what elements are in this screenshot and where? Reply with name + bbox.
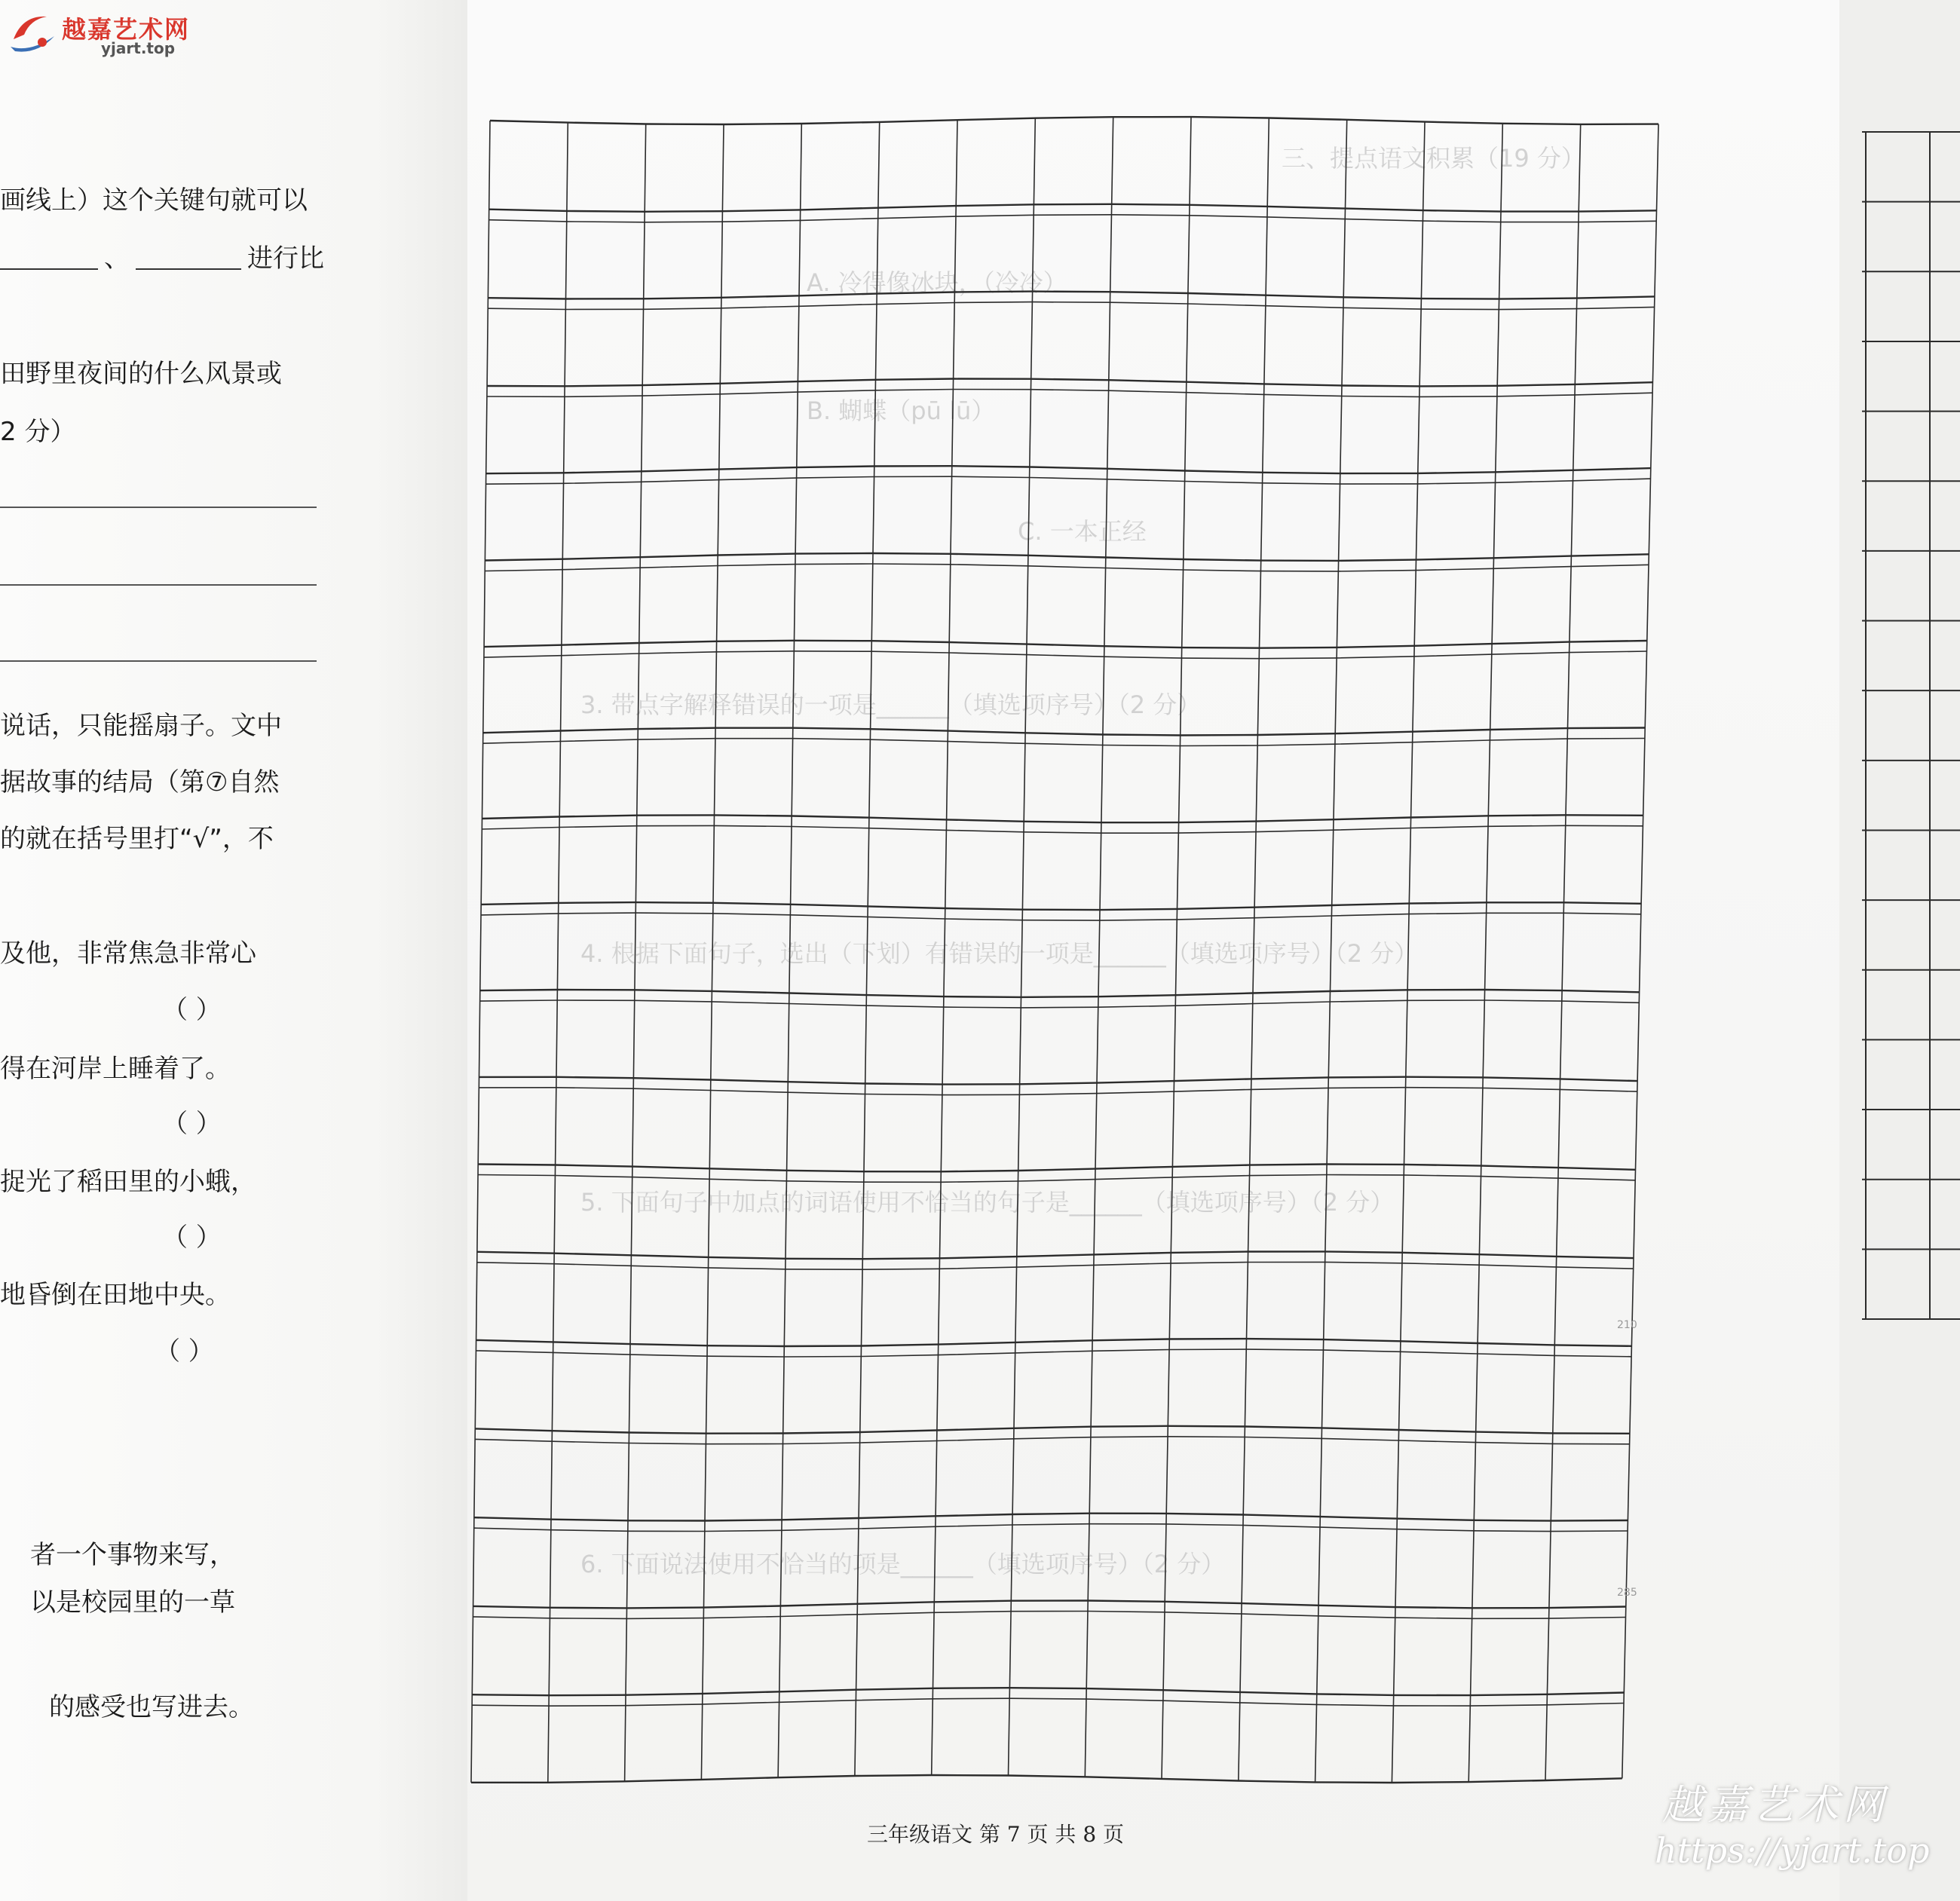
left-text-line: 田野里夜间的什么风景或 (0, 359, 282, 389)
logo-title: 越嘉艺术网 (62, 15, 191, 44)
separator: 、 (104, 243, 130, 274)
grid-row-line (478, 1165, 1635, 1172)
left-text-line: 说话，只能摇扇子。文中 (0, 711, 282, 741)
left-text-line: 据故事的结局（第⑦自然 (0, 767, 280, 797)
grid-row-gap-line (480, 1000, 1640, 1008)
grid-row-line (471, 1775, 1622, 1783)
grid-row-line (482, 815, 1643, 822)
left-text-line: 的感受也写进去。 (49, 1692, 254, 1722)
grid-row-line (474, 1514, 1628, 1521)
grid-row-line (477, 1251, 1634, 1259)
grid-row-line (490, 117, 1658, 124)
left-text-line: 以是校园里的一草 (30, 1587, 235, 1618)
grid-row-gap-line (474, 1524, 1628, 1532)
watermark-title: 越嘉艺术网 (1662, 1781, 1888, 1829)
grid-row-line (475, 1426, 1630, 1434)
grid-row-line (487, 379, 1652, 387)
answer-paren[interactable]: （ ） (162, 1109, 222, 1139)
grid-column-line (1162, 117, 1191, 1779)
grid-column-line (1545, 124, 1581, 1780)
left-text-line: 地昏倒在田地中央。 (0, 1280, 231, 1310)
grid-count-marker: 210 (1617, 1319, 1637, 1331)
grid-row-line (473, 1601, 1626, 1609)
grid-row-gap-line (489, 215, 1657, 222)
left-text-line: 的就在括号里打“√”，不 (0, 824, 274, 854)
grid-row-gap-line (479, 1088, 1638, 1095)
grid-column-line (1315, 120, 1347, 1783)
logo-url: yjart.top (101, 39, 176, 57)
left-text-line: 2 分） (0, 417, 76, 447)
ghost-option-a: A. 冷得像冰块，（冷冷） (807, 268, 1067, 297)
ghost-question-5: 5. 下面句子中加点的词语使用不恰当的句子是______（填选项序号）（2 分） (580, 1188, 1395, 1217)
grid-column-line (548, 123, 568, 1783)
grid-row-line (476, 1339, 1632, 1346)
grid-row-gap-line (488, 302, 1654, 310)
grid-row-gap-line (473, 1612, 1626, 1619)
grid-column-line (1009, 118, 1036, 1776)
grid-row-line (488, 292, 1654, 299)
grid-row-gap-line (487, 390, 1652, 397)
grid-count-marker: 285 (1617, 1587, 1637, 1599)
grid-row-gap-line (475, 1437, 1630, 1444)
grid-row-gap-line (481, 913, 1641, 920)
left-text-line: 者一个事物来写， (30, 1540, 235, 1570)
grid-row-gap-line (476, 1349, 1632, 1357)
grid-column-line (625, 124, 646, 1782)
left-text-line: 得在河岸上睡着了。 (0, 1054, 231, 1084)
grid-column-line (1239, 118, 1269, 1781)
grid-row-line (472, 1688, 1624, 1695)
grid-row-line (479, 1077, 1638, 1085)
grid-row-line (480, 990, 1640, 997)
grid-row-gap-line (472, 1698, 1624, 1706)
grid-row-line (485, 553, 1649, 561)
ghost-section-title: 三、提点语文积累（19 分） (1282, 144, 1585, 173)
grid-row-gap-line (478, 1175, 1635, 1183)
ghost-question-6: 6. 下面说法使用不恰当的项是______（填选项序号）（2 分） (580, 1550, 1226, 1578)
ghost-question-3: 3. 带点字解释错误的一项是______（填选项序号）（2 分） (580, 690, 1202, 719)
grid-column-line (1085, 117, 1113, 1777)
grid-row-gap-line (483, 739, 1645, 746)
grid-column-line (1622, 124, 1658, 1779)
grid-row-line (484, 641, 1647, 648)
ghost-option-c: C. 一本正经 (1018, 517, 1147, 546)
grid-row-gap-line (477, 1262, 1634, 1269)
grid-column-line (1468, 124, 1502, 1782)
left-text-line: 及他，非常焦急非常心 (0, 938, 256, 969)
grid-row-gap-line (485, 564, 1649, 571)
left-text-line: 画线上）这个关键句就可以 (0, 185, 308, 216)
grid-row-line (489, 204, 1657, 212)
watermark-url: https://yjart.top (1655, 1830, 1930, 1871)
answer-paren[interactable]: （ ） (155, 1336, 214, 1367)
answer-paren[interactable]: （ ） (162, 995, 222, 1025)
grid-row-line (486, 466, 1651, 473)
grid-row-gap-line (484, 651, 1647, 659)
grid-column-line (1392, 122, 1425, 1783)
ghost-option-b: B. 蝴蝶（pū lū） (807, 396, 996, 425)
grid-row-gap-line (486, 476, 1651, 484)
left-text-line: 捉光了稻田里的小蛾， (0, 1167, 256, 1197)
grid-column-line (471, 121, 490, 1783)
grid-row-line (481, 902, 1641, 910)
grid-row-line (483, 728, 1645, 736)
left-text-fragment: 进行比 (247, 243, 324, 274)
page-footer: 三年级语文 第 7 页 共 8 页 (867, 1822, 1125, 1847)
answer-paren[interactable]: （ ） (162, 1223, 222, 1253)
grid-row-gap-line (482, 825, 1643, 833)
ghost-question-4: 4. 根据下面句子，选出（下划）有错误的一项是______（填选项序号）（2 分） (580, 939, 1419, 968)
